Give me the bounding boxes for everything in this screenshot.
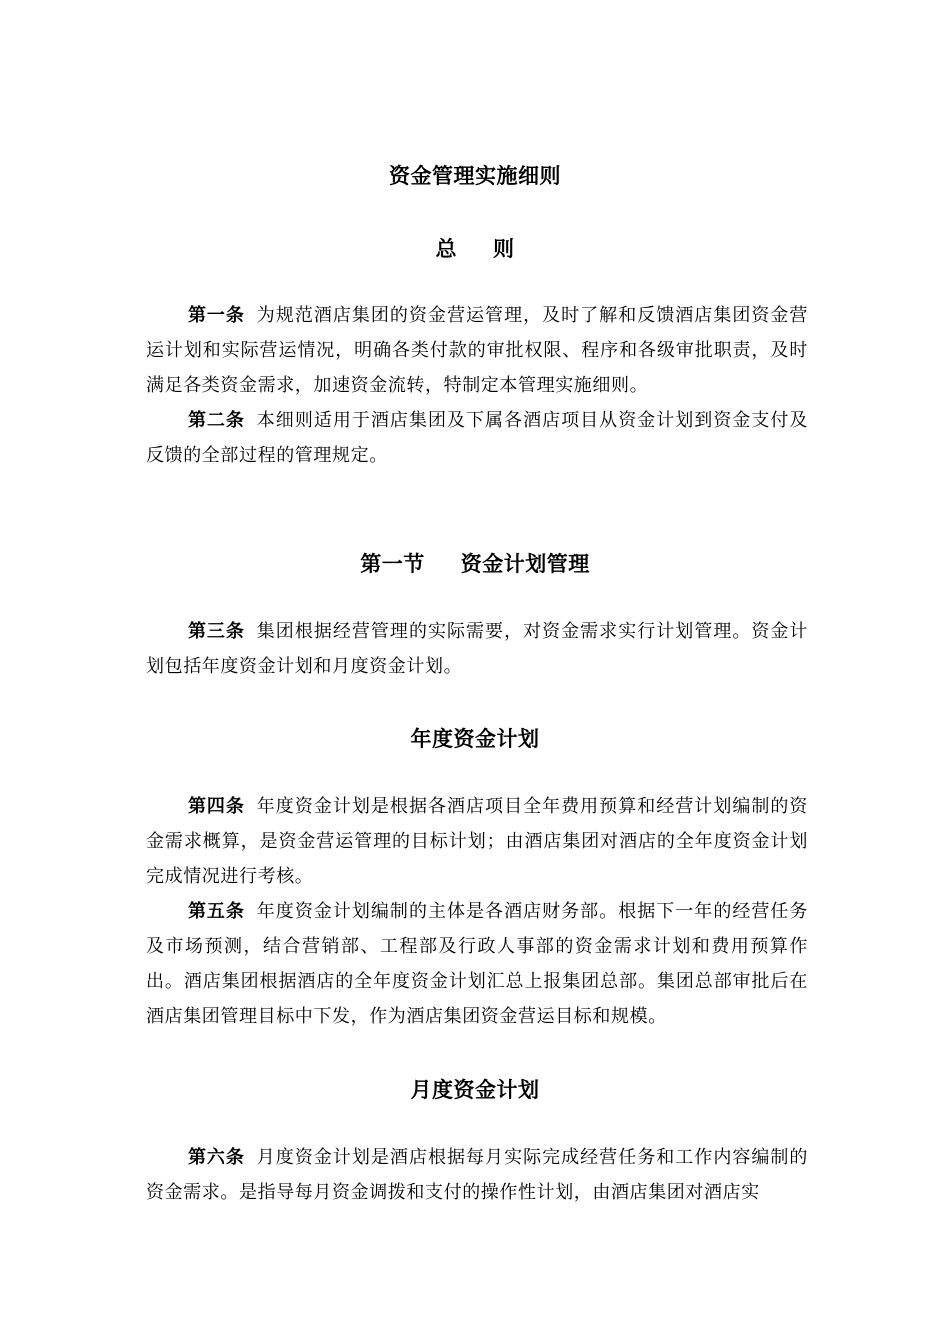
article-4 [146,789,808,894]
article-5-text: 年度资金计划编制的主体是各酒店财务部。根据下一年的经营任务及市场预测，结合营销部、工程部及行政人事部的资金需求计划和费用预算作出。酒店集团根据酒店的全年度资金计划汇总上报集团总部。集团总部审批后在酒店集团管理目标中下发，作为酒店集团资金营运目标和规模。 [146,901,809,1027]
article-5-label: 第五条 [188,901,245,922]
article-1-label: 第一条 [188,305,245,326]
article-6 [146,1140,808,1210]
article-2-text: 本细则适用于酒店集团及下属各酒店项目从资金计划到资金支付及反馈的全部过程的管理规定。 [146,410,809,466]
article-3-label: 第三条 [188,621,245,642]
article-2 [146,403,808,473]
article-3-text: 集团根据经营管理的实际需要，对资金需求实行计划管理。资金计划包括年度资金计划和月度资金计划。 [146,621,809,677]
annual-plan-heading: 年度资金计划 [410,727,540,751]
general-provisions-heading [0,233,950,263]
article-1-text: 为规范酒店集团的资金营运管理，及时了解和反馈酒店集团资金营运计划和实际营运情况，明确各类付款的审批权限、程序和各级审批职责，及时满足各类资金需求，加速资金流转，特制定本管理实施细则。 [146,305,809,396]
general-heading-left: 总 [435,237,457,261]
article-6-text: 月度资金计划是酒店根据每月实际完成经营任务和工作内容编制的资金需求。是指导每月资金调拨和支付的操作性计划，由酒店集团对酒店实 [146,1147,809,1203]
article-2-label: 第二条 [188,410,245,431]
article-3 [146,614,808,684]
general-heading-right: 则 [493,237,515,261]
article-1 [146,298,808,403]
section-1-heading [0,548,950,578]
monthly-plan-heading: 月度资金计划 [410,1078,540,1102]
section-1-title: 资金计划管理 [460,552,590,576]
section-1-number: 第一节 [360,552,425,576]
document-title: 资金管理实施细则 [389,164,561,188]
article-5 [146,894,808,1034]
article-4-label: 第四条 [188,796,245,817]
article-6-label: 第六条 [188,1147,245,1168]
article-4-text: 年度资金计划是根据各酒店项目全年费用预算和经营计划编制的资金需求概算，是资金营运管理的目标计划；由酒店集团对酒店的全年度资金计划完成情况进行考核。 [146,796,809,887]
